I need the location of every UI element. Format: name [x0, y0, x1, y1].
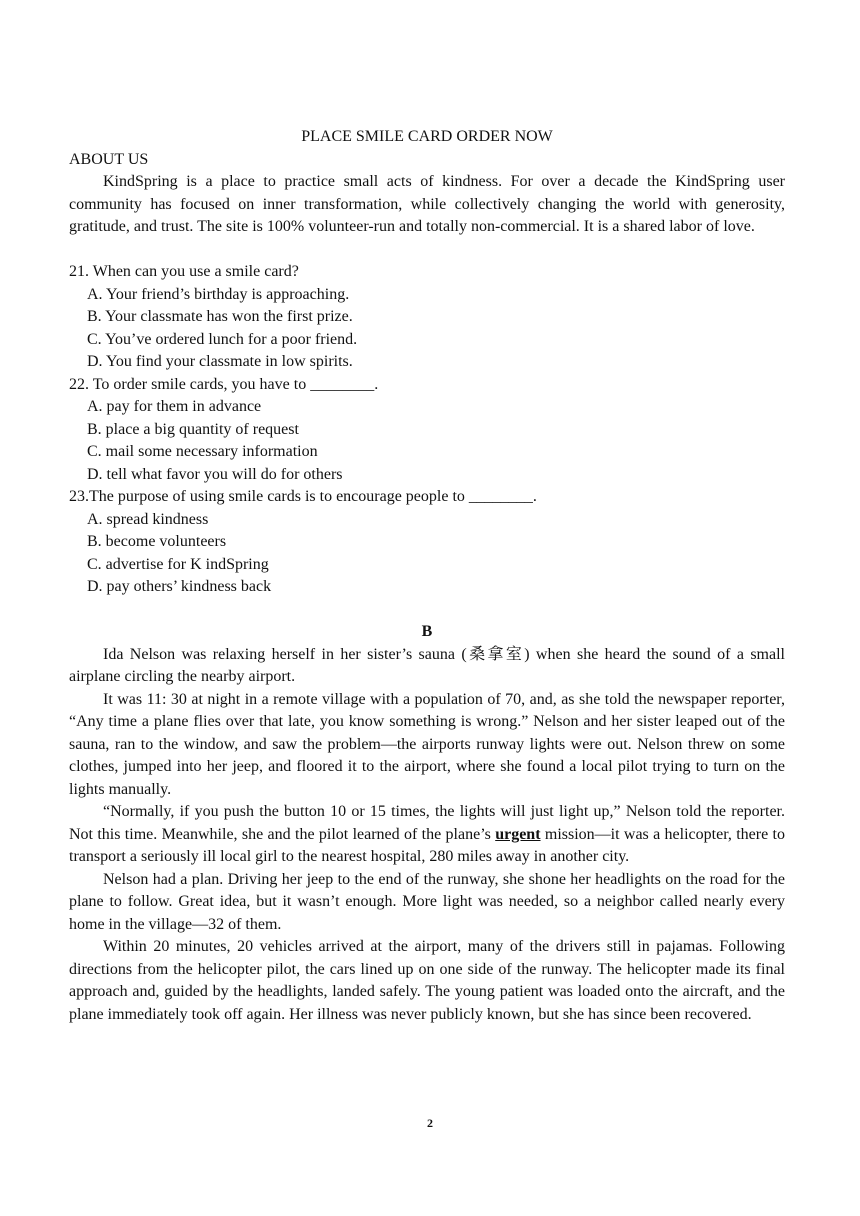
option-a: A. spread kindness [87, 510, 209, 528]
passage-paragraph-4: Nelson had a plan. Driving her jeep to the end of the runway, she shone her headlights on the road for the plane to follow. Great idea, but it wasn’t enough. More light was needed, so a neighbor called nearly every home in the village—32 of them. [69, 870, 785, 933]
spacer [69, 239, 785, 262]
underlined-word-urgent: urgent [495, 825, 541, 843]
paragraph-3-text-after: mission—it was a helicopter, there to transport a seriously ill local girl to the nearest hospital, 280 miles away in another city. [69, 825, 785, 865]
section-b-heading: B [421, 623, 433, 640]
spacer [69, 599, 785, 622]
option-c: C. advertise for K indSpring [87, 555, 269, 573]
about-us-label: ABOUT US [69, 150, 149, 168]
about-us-paragraph: KindSpring is a place to practice small acts of kindness. For over a decade the KindSpring user community has focused on inner transformation, while collectively changing the world with generosity, gratitude, and trust. The site is 100% volunteer-run and totally non-commercial. It is a shared labor of love. [69, 173, 785, 235]
option-b: B. place a big quantity of request [87, 420, 299, 438]
question-21 [69, 261, 785, 374]
question-stem: 21. When can you use a smile card? [69, 263, 299, 280]
option-d: D. You find your classmate in low spirits. [87, 353, 353, 370]
passage-paragraph-1: Ida Nelson was relaxing herself in her sister’s sauna (桑拿室) when she heard the sound of a small airplane circling the nearby airport. [69, 645, 785, 685]
option-b: B. Your classmate has won the first prize. [87, 308, 353, 325]
paragraph-3-text-before: “Normally, if you push the button 10 or 15 times, the lights will just light up,” Nelson told the reporter. Not this time. Meanwhile, she and the pilot learned of the plane’s [69, 803, 785, 843]
question-stem: 23.The purpose of using smile cards is to encourage people to ________. [69, 488, 537, 505]
option-b: B. become volunteers [87, 533, 227, 550]
question-22 [69, 374, 785, 487]
option-list [69, 509, 785, 599]
option-list [69, 396, 785, 486]
option-c: C. You’ve ordered lunch for a poor friend. [87, 330, 358, 348]
option-c: C. mail some necessary information [87, 443, 318, 460]
question-stem: 22. To order smile cards, you have to ________. [69, 375, 379, 393]
document-page [69, 126, 785, 1026]
option-a: A. pay for them in advance [87, 398, 262, 415]
passage-paragraph-2: It was 11: 30 at night in a remote village with a population of 70, and, as she told the newspaper reporter, “Any time a plane flies over that late, you know something is wrong.” Nelson and her sister leaped out of the sauna, ran to the window, and saw the problem—the airports runway lights were out. Nelson threw on some clothes, jumped into her jeep, and floored it to the airport, where she found a local pilot trying to turn on the lights manually. [69, 690, 785, 798]
question-23 [69, 486, 785, 599]
option-d: D. tell what favor you will do for others [87, 465, 343, 483]
passage-paragraph-3 [69, 801, 785, 869]
page-number: 2 [427, 1116, 433, 1130]
option-d: D. pay others’ kindness back [87, 578, 272, 595]
passage-paragraph-5: Within 20 minutes, 20 vehicles arrived at the airport, many of the drivers still in pajamas. Following directions from the helicopter pilot, the cars lined up on one side of the runway. The helicopter made its final approach and, guided by the headlights, landed safely. The young patient was loaded onto the aircraft, and the plane immediately took off again. Her illness was never publicly known, but she has since been recovered. [69, 938, 785, 1023]
option-list [69, 284, 785, 374]
section-a-title: PLACE SMILE CARD ORDER NOW [301, 128, 553, 145]
option-a: A. Your friend’s birthday is approaching. [87, 285, 350, 303]
